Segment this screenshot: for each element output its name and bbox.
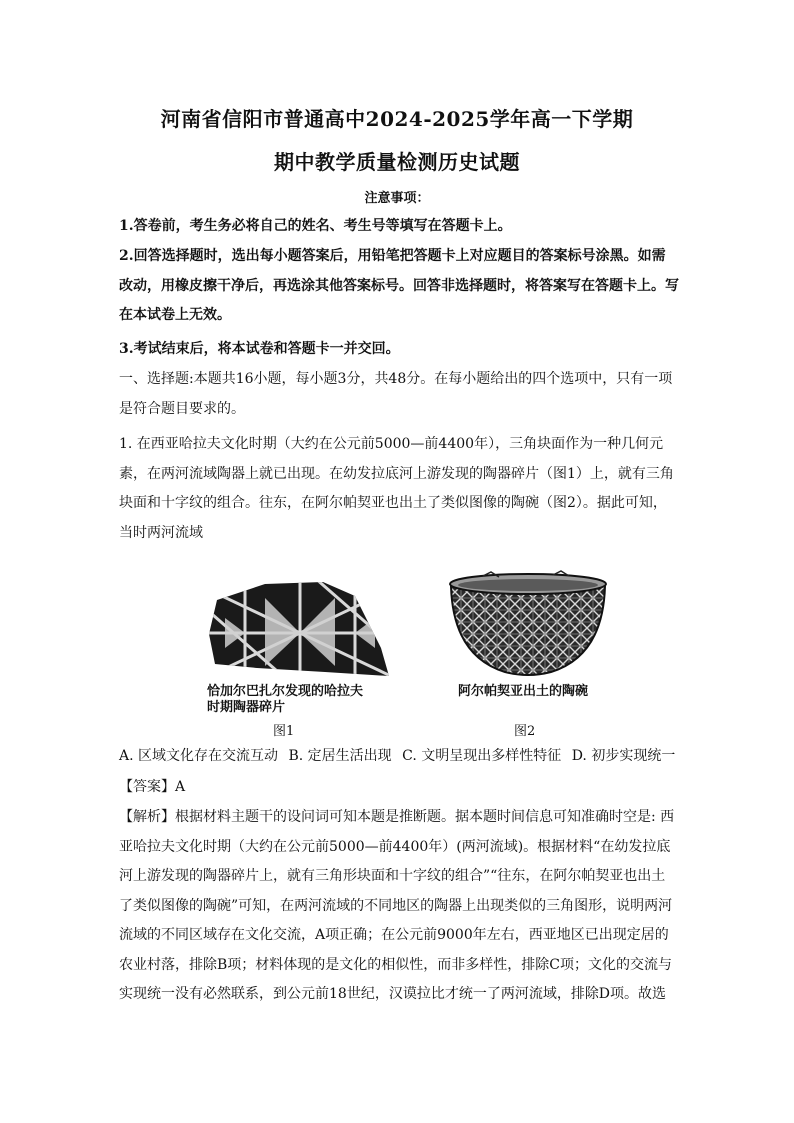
pottery-bowl-image (443, 568, 613, 680)
figure-2-label: 图2 (514, 724, 536, 739)
notice-2: 2.回答选择题时，选出每小题答案后，用铅笔把答题卡上对应题目的答案标号涂黑。如需改动，用橡皮擦干净后，再选涂其他答案标号。回答非选择题时，将答案写在答题卡上。写在本试卷上无效。 (119, 248, 679, 323)
notice-1: 1.答卷前，考生务必将自己的姓名、考生号等填写在答题卡上。 (119, 218, 512, 234)
analysis-text: 【解析】根据材料主题干的设问词可知本题是推断题。据本题时间信息可知准确时空是: 西亚哈拉夫文化时期（大约在公元前5000—前4400年）(两河流域)。根据材料“在幼发拉底河上游发现的陶器碎片上，就有三角形块面和十字纹的组合”“往东，在阿尔帕契亚也出土了类似图像的陶碗”可知，在两河流域的不同地区的陶器上出现类似的三角图形，说明两河流域的不同区域存在文化交流，A项正确；在公元前9000年左右，西亚地区已出现定居的农业村落，排除B项；材料体现的是文化的相似性，而非多样性，排除C项；文化的交流与实现统一没有必然联系，到公元前18世纪，汉谟拉比才统一了两河流域，排除D项。故选 (119, 809, 675, 1002)
notice-heading: 注意事项： (364, 191, 430, 206)
exam-title-line1: 河南省信阳市普通高中2024-2025学年高一下学期 (160, 107, 634, 131)
option-b[interactable]: B. 定居生活出现 (288, 748, 392, 764)
figure-1-caption-line2: 时期陶器碎片 (207, 700, 286, 715)
option-a[interactable]: A. 区域文化存在交流互动 (119, 748, 279, 764)
section-intro: 一、选择题:本题共16小题，每小题3分，共48分。在每小题给出的四个选项中，只有一项是符合题目要求的。 (119, 371, 673, 417)
option-d[interactable]: D. 初步实现统一 (571, 748, 676, 764)
figure-2-caption: 阿尔帕契亚出土的陶碗 (458, 684, 589, 699)
answer-line: 【答案】A (119, 779, 186, 795)
exam-title-line2: 期中教学质量检测历史试题 (274, 150, 520, 174)
question-1-options (119, 745, 689, 765)
notice-3: 3.考试结束后，将本试卷和答题卡一并交回。 (119, 341, 400, 357)
question-1-stem: 1. 在西亚哈拉夫文化时期（大约在公元前5000—前4400年），三角块面作为一种几何元素，在两河流域陶器上就已出现。在幼发拉底河上游发现的陶器碎片（图1）上，就有三角块面和十字纹的组合。往东，在阿尔帕契亚也出土了类似图像的陶碗（图2）。据此可知，当时两河流域 (119, 436, 674, 541)
option-c[interactable]: C. 文明呈现出多样性特征 (402, 748, 562, 764)
figure-1-caption-line1: 恰加尔巴扎尔发现的哈拉夫 (207, 684, 364, 699)
figure-1-caption (207, 684, 363, 716)
figure-1-label: 图1 (273, 724, 295, 739)
pottery-shard-image (205, 578, 395, 680)
